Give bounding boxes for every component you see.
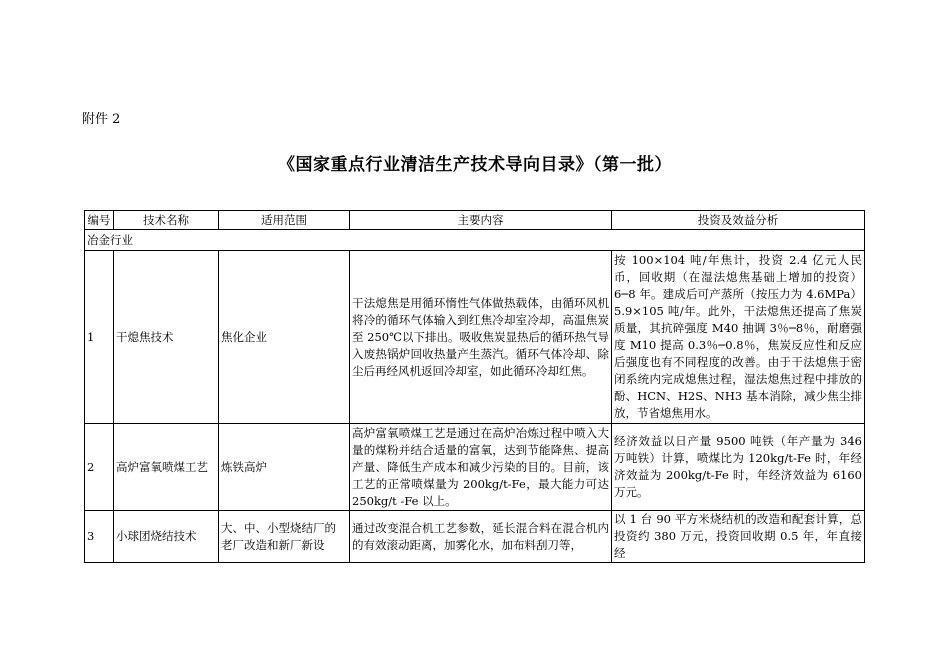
- row-content: 高炉富氧喷煤工艺是通过在高炉冶炼过程中喷入大量的煤粉并结合适量的富氧，达到节能降焦、提高产量、降低生产成本和减少污染的目的。目前，该工艺的正常喷煤量为 200kg/t-Fe，最大能力可达 250kg/t -Fe 以上。: [350, 424, 612, 511]
- header-tech-name: 技术名称: [114, 211, 219, 230]
- table-row: [85, 424, 865, 511]
- row-scope: 大、中、小型烧结厂的老厂改造和新厂新设: [219, 511, 350, 563]
- header-no: 编号: [85, 211, 114, 230]
- header-content: 主要内容: [350, 211, 612, 230]
- row-benefit: 按 100×104 吨/年焦计，投资 2.4 亿元人民币，回收期（在湿法熄焦基础上增加的投资）6─8 年。建成后可产蒸所（按压力为 4.6MPa）5.9×105 吨/年。此外，干法熄焦还提高了焦炭质量，其抗碎强度 M40 抽调 3％─8％，耐磨强度 M10 提高 0.3％─0.8％，焦炭反应性和反应后强度也有不同程度的改善。由于干法熄焦于密闭系统内完成熄焦过程，湿法熄焦过程中排放的酚、HCN、H2S、NH3 基本消除，减少焦尘排放，节省熄焦用水。: [612, 251, 865, 424]
- table-header-row: [85, 211, 865, 230]
- header-benefit: 投资及效益分析: [612, 211, 865, 230]
- row-benefit: 经济效益以日产量 9500 吨铁（年产量为 346 万吨铁）计算，喷煤比为 120kg/t-Fe 时，年经济效益为 200kg/t-Fe 时，年经济效益为 6160 万元。: [612, 424, 865, 511]
- row-tech-name: 干熄焦技术: [114, 251, 219, 424]
- directory-table: [84, 210, 865, 563]
- row-content: 通过改变混合机工艺参数，延长混合料在混合机内的有效滚动距离，加雾化水，加布料刮刀等，: [350, 511, 612, 563]
- annex-label: 附件 2: [82, 112, 121, 127]
- row-tech-name: 小球团烧结技术: [114, 511, 219, 563]
- row-scope: 炼铁高炉: [219, 424, 350, 511]
- section-label: 冶金行业: [85, 230, 865, 251]
- row-no: 2: [85, 424, 114, 511]
- row-content: 干法熄焦是用循环惰性气体做热载体，由循环风机将冷的循环气体输入到红焦冷却室冷却，高温焦炭至 250℃以下排出。吸收焦炭显热后的循环热气导入废热锅炉回收热量产生蒸汽。循环气体冷却、除尘后再经风机返回冷却室，如此循环冷却红焦。: [350, 251, 612, 424]
- row-benefit: 以 1 台 90 平方米烧结机的改造和配套计算，总投资约 380 万元，投资回收期 0.5 年，年直接经: [612, 511, 865, 563]
- table-row: [85, 511, 865, 563]
- row-scope: 焦化企业: [219, 251, 350, 424]
- header-scope: 适用范围: [219, 211, 350, 230]
- row-no: 3: [85, 511, 114, 563]
- row-tech-name: 高炉富氧喷煤工艺: [114, 424, 219, 511]
- row-no: 1: [85, 251, 114, 424]
- document-title: 《国家重点行业清洁生产技术导向目录》（第一批）: [278, 155, 672, 175]
- section-row: [85, 230, 865, 251]
- table-row: [85, 251, 865, 424]
